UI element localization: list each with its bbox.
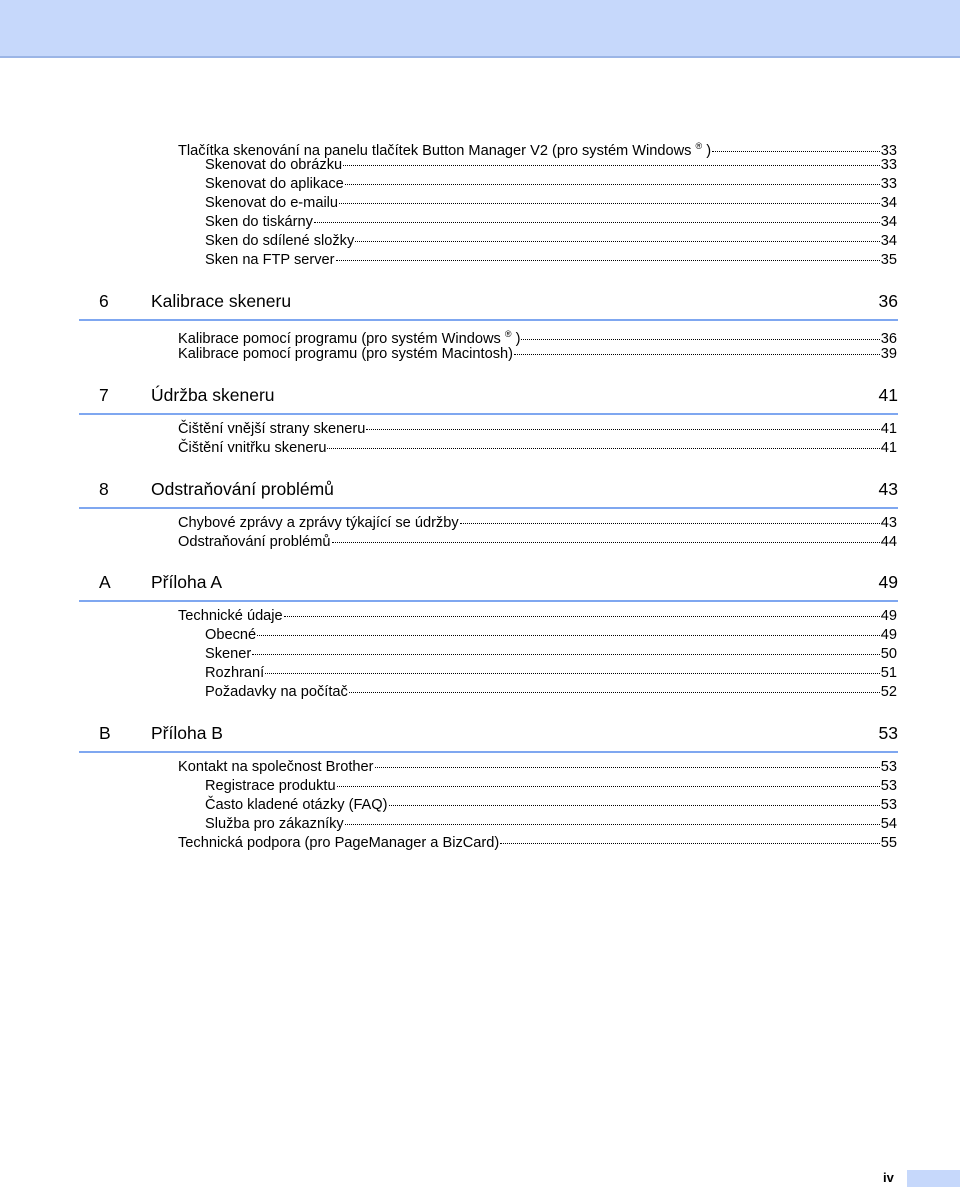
- toc-entry[interactable]: [205, 683, 897, 702]
- toc-entry-label: Skener: [205, 646, 252, 662]
- toc-entry[interactable]: [178, 514, 897, 533]
- toc-entry[interactable]: [178, 345, 897, 364]
- toc-entry-page: 49: [880, 627, 897, 643]
- toc-entry[interactable]: [178, 758, 897, 777]
- header-band: [0, 0, 960, 58]
- toc-entry-page: 33: [880, 176, 897, 192]
- dot-leader: [521, 338, 879, 340]
- toc-entry[interactable]: [205, 815, 897, 834]
- chapter-title: Odstraňování problémů: [151, 479, 334, 499]
- chapter-page: 49: [878, 572, 898, 592]
- toc-entry-label: Kontakt na společnost Brother: [178, 759, 374, 775]
- chapter-page: 41: [878, 385, 898, 405]
- toc-entry[interactable]: [205, 232, 897, 251]
- toc-entry-label: Technická podpora (pro PageManager a BizCard): [178, 835, 500, 851]
- toc-entry-page: 39: [880, 346, 897, 362]
- chapter-page: 36: [878, 291, 898, 311]
- dot-leader: [460, 522, 880, 524]
- toc-entry[interactable]: [178, 533, 897, 552]
- toc-entry-page: 51: [880, 665, 897, 681]
- toc-entry-label: Obecné: [205, 627, 257, 643]
- toc-entry-label: Registrace produktu: [205, 778, 336, 794]
- chapter-title: Příloha A: [151, 572, 223, 592]
- chapter-title: Údržba skeneru: [151, 385, 275, 405]
- toc-entry-label: Požadavky na počítač: [205, 684, 348, 700]
- chapter-title: Příloha B: [151, 723, 223, 743]
- dot-leader: [514, 353, 880, 355]
- toc-entry-label: Sken do tiskárny: [205, 214, 313, 230]
- dot-leader: [284, 615, 880, 617]
- toc-entry-label: Často kladené otázky (FAQ): [205, 797, 388, 813]
- toc-entry[interactable]: [205, 664, 897, 683]
- toc-entry-label: Kalibrace pomocí programu (pro systém Macintosh): [178, 346, 513, 362]
- toc-entry-page: 41: [880, 421, 897, 437]
- chapter-number: 8: [99, 479, 109, 499]
- dot-leader: [343, 164, 880, 166]
- toc-entry[interactable]: [205, 213, 897, 232]
- dot-leader: [500, 842, 880, 844]
- dot-leader: [345, 823, 880, 825]
- chapter-number: A: [99, 572, 111, 592]
- toc-entry-page: 53: [880, 797, 897, 813]
- registered-mark: ®: [504, 329, 512, 339]
- dot-leader: [252, 653, 880, 655]
- dot-leader: [712, 150, 880, 152]
- toc-entry[interactable]: [205, 175, 897, 194]
- toc-entry-page: 33: [880, 142, 897, 159]
- dot-leader: [336, 259, 880, 261]
- toc-entry[interactable]: [205, 777, 897, 796]
- toc-entry-page: 36: [880, 330, 897, 347]
- dot-leader: [349, 691, 880, 693]
- chapter-page: 43: [878, 479, 898, 499]
- chapter-number: 6: [99, 291, 109, 311]
- footer-band: [907, 1170, 960, 1187]
- dot-leader: [339, 202, 880, 204]
- toc-entry-label: Čištění vnitřku skeneru: [178, 440, 327, 456]
- toc-entry-label: Sken do sdílené složky: [205, 233, 355, 249]
- dot-leader: [257, 634, 880, 636]
- toc-entry-label: Skenovat do e-mailu: [205, 195, 339, 211]
- dot-leader: [332, 541, 880, 543]
- dot-leader: [375, 766, 880, 768]
- chapter-title: Kalibrace skeneru: [151, 291, 292, 311]
- chapter-heading[interactable]: [79, 385, 898, 415]
- dot-leader: [355, 240, 880, 242]
- toc-entry-page: 34: [880, 214, 897, 230]
- chapter-heading[interactable]: [79, 479, 898, 509]
- toc-entry[interactable]: [178, 439, 897, 458]
- dot-leader: [314, 221, 880, 223]
- toc-entry-page: 54: [880, 816, 897, 832]
- dot-leader: [337, 785, 880, 787]
- toc-entry-page: 35: [880, 252, 897, 268]
- toc-entry-page: 44: [880, 534, 897, 550]
- dot-leader: [345, 183, 880, 185]
- toc-entry-page: 41: [880, 440, 897, 456]
- toc-entry-label: Služba pro zákazníky: [205, 816, 344, 832]
- toc-entry-label: Technické údaje: [178, 608, 283, 624]
- toc-entry-page: 53: [880, 759, 897, 775]
- toc-entry[interactable]: [205, 156, 897, 175]
- toc-entry-page: 53: [880, 778, 897, 794]
- toc-entry-page: 49: [880, 608, 897, 624]
- toc-entry-page: 55: [880, 835, 897, 851]
- dot-leader: [265, 672, 880, 674]
- toc-entry-label: Tlačítka skenování na panelu tlačítek Button Manager V2 (pro systém Windows ® ): [178, 141, 712, 159]
- toc-entry-label: Rozhraní: [205, 665, 265, 681]
- dot-leader: [327, 447, 879, 449]
- chapter-number: 7: [99, 385, 109, 405]
- toc-entry-label: Skenovat do obrázku: [205, 157, 343, 173]
- toc-entry-page: 43: [880, 515, 897, 531]
- chapter-number: B: [99, 723, 111, 743]
- dot-leader: [389, 804, 880, 806]
- toc-entry-label: Skenovat do aplikace: [205, 176, 344, 192]
- toc-entry-label: Kalibrace pomocí programu (pro systém Windows ® ): [178, 329, 521, 347]
- toc-entry-page: 34: [880, 195, 897, 211]
- toc-entry[interactable]: [205, 626, 897, 645]
- toc-entry[interactable]: [178, 420, 897, 439]
- toc-entry-label: Odstraňování problémů: [178, 534, 331, 550]
- toc-entry-label: Čištění vnější strany skeneru: [178, 421, 366, 437]
- chapter-heading[interactable]: [79, 723, 898, 753]
- page-number: iv: [883, 1170, 894, 1185]
- toc-entry[interactable]: [178, 607, 897, 626]
- chapter-page: 53: [878, 723, 898, 743]
- toc-entry-label: Chybové zprávy a zprávy týkající se údržby: [178, 515, 459, 531]
- dot-leader: [366, 428, 879, 430]
- chapter-heading[interactable]: [79, 572, 898, 602]
- toc-entry[interactable]: [205, 194, 897, 213]
- toc-entry[interactable]: [205, 251, 897, 270]
- toc-entry[interactable]: [178, 834, 897, 853]
- toc-entry-page: 50: [880, 646, 897, 662]
- chapter-heading[interactable]: [79, 291, 898, 321]
- toc-entry[interactable]: [205, 645, 897, 664]
- toc-entry-label: Sken na FTP server: [205, 252, 335, 268]
- toc-entry[interactable]: [205, 796, 897, 815]
- registered-mark: ®: [695, 141, 703, 151]
- toc-entry-page: 33: [880, 157, 897, 173]
- toc-entry-page: 34: [880, 233, 897, 249]
- toc-entry-page: 52: [880, 684, 897, 700]
